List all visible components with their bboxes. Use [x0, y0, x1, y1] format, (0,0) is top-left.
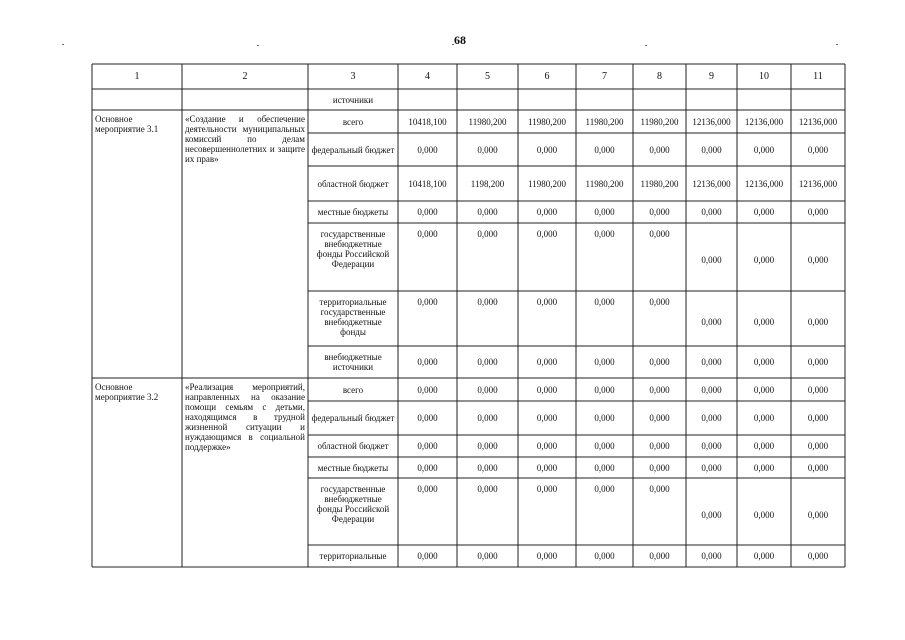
value-cell: 0,000: [417, 413, 438, 423]
value-cell: 0,000: [536, 551, 558, 561]
scan-speck: [836, 44, 838, 45]
value-cell: 0,000: [477, 441, 498, 451]
value-cell: 0,000: [477, 144, 498, 155]
scan-speck: [452, 44, 454, 45]
value-cell: 0,000: [594, 357, 615, 367]
value-cell: 0,000: [753, 357, 775, 367]
value-cell: 11980,200: [528, 116, 566, 127]
value-cell: 11980,200: [468, 116, 507, 127]
value-cell: 12136,000: [744, 116, 784, 127]
value-cell: 0,000: [477, 413, 498, 423]
value-cell: 0,000: [649, 484, 670, 494]
scan-speck: [257, 45, 259, 46]
value-cell: 0,000: [649, 441, 670, 451]
value-cell: 0,000: [701, 144, 722, 155]
value-cell: 0,000: [753, 207, 775, 217]
value-cell: 0,000: [701, 384, 722, 395]
value-cell: 0,000: [417, 462, 438, 473]
value-cell: 12136,000: [798, 116, 838, 127]
value-cell: 0,000: [649, 357, 670, 367]
activity-description: «Создание и обеспечение деятельности муниципальных комиссий по делам несовершеннолетних и защите их прав»: [185, 114, 305, 164]
value-cell: 0,000: [807, 357, 829, 367]
funding-source: всего: [342, 384, 364, 395]
value-cell: 0,000: [701, 551, 722, 561]
value-cell: 0,000: [536, 462, 558, 473]
value-cell: 0,000: [807, 144, 829, 155]
value-cell: 11980,200: [528, 178, 566, 189]
value-cell: 0,000: [594, 484, 615, 494]
funding-source: государственные внебюджетные фонды Российской Федерации: [316, 229, 390, 269]
column-number: 5: [485, 70, 490, 82]
value-cell: 0,000: [417, 384, 438, 395]
value-cell: 0,000: [594, 462, 615, 473]
value-cell: 10418,100: [408, 116, 447, 127]
value-cell: 0,000: [536, 357, 558, 367]
value-cell: 0,000: [477, 207, 498, 217]
column-number: 2: [242, 70, 248, 82]
value-cell: 0,000: [753, 510, 775, 520]
column-number: 1: [134, 70, 140, 82]
activity-name: Основное мероприятие 3.2: [95, 382, 159, 402]
value-cell: 0,000: [477, 229, 498, 239]
funding-source: территориальные государственные внебюджетные фонды: [319, 297, 387, 337]
value-cell: 0,000: [807, 255, 829, 265]
value-cell: 0,000: [701, 317, 722, 327]
column-number: 8: [657, 70, 662, 82]
value-cell: 0,000: [701, 357, 722, 367]
value-cell: 0,000: [701, 207, 722, 217]
value-cell: 11980,200: [640, 116, 679, 127]
value-cell: 0,000: [701, 255, 722, 265]
value-cell: 0,000: [753, 144, 775, 155]
value-cell: 0,000: [701, 441, 722, 451]
value-cell: 0,000: [701, 510, 722, 520]
value-cell: 11980,200: [640, 178, 679, 189]
column-number: 4: [425, 70, 430, 82]
value-cell: 0,000: [649, 207, 670, 217]
scan-speck: [62, 44, 64, 45]
column-number: 9: [709, 70, 714, 82]
value-cell: 0,000: [807, 510, 829, 520]
value-cell: 0,000: [649, 144, 670, 155]
activity-description: «Реализация мероприятий, направленных на оказание помощи семьям с детьми, находящимся в трудной жизненной ситуации и нуждающимся в социальной поддержке»: [185, 382, 305, 452]
value-cell: 11980,200: [585, 178, 624, 189]
funding-source: внебюджетные источники: [324, 352, 382, 372]
funding-source: территориальные: [319, 551, 387, 561]
sources-header: источники: [332, 94, 374, 105]
value-cell: 11980,200: [585, 116, 624, 127]
value-cell: 0,000: [417, 484, 438, 494]
value-cell: 0,000: [417, 297, 438, 307]
value-cell: 0,000: [807, 317, 829, 327]
value-cell: 0,000: [417, 551, 438, 561]
value-cell: 0,000: [594, 384, 615, 395]
value-cell: 0,000: [594, 207, 615, 217]
value-cell: 0,000: [417, 357, 438, 367]
value-cell: 0,000: [417, 144, 438, 155]
value-cell: 0,000: [753, 462, 775, 473]
value-cell: 0,000: [753, 317, 775, 327]
value-cell: 0,000: [753, 551, 775, 561]
value-cell: 0,000: [417, 207, 438, 217]
value-cell: 0,000: [753, 384, 775, 395]
value-cell: 0,000: [807, 462, 829, 473]
value-cell: 12136,000: [744, 178, 784, 189]
value-cell: 0,000: [536, 144, 558, 155]
value-cell: 0,000: [536, 484, 558, 494]
column-number: 7: [602, 70, 607, 82]
page-number: 68: [454, 33, 466, 47]
value-cell: 0,000: [477, 384, 498, 395]
value-cell: 0,000: [477, 357, 498, 367]
value-cell: 0,000: [753, 255, 775, 265]
value-cell: 0,000: [536, 384, 558, 395]
value-cell: 12136,000: [798, 178, 838, 189]
value-cell: 1198,200: [470, 178, 505, 189]
value-cell: 10418,100: [408, 178, 447, 189]
value-cell: 0,000: [536, 229, 558, 239]
value-cell: 0,000: [594, 144, 615, 155]
column-number: 10: [759, 70, 769, 82]
value-cell: 0,000: [807, 413, 829, 423]
column-number: 6: [544, 70, 550, 82]
value-cell: 0,000: [807, 384, 829, 395]
funding-source: местные бюджеты: [317, 462, 389, 473]
value-cell: 0,000: [536, 297, 558, 307]
funding-source: федеральный бюджет: [311, 413, 395, 423]
value-cell: 0,000: [536, 207, 558, 217]
value-cell: 0,000: [807, 207, 829, 217]
funding-source: государственные внебюджетные фонды Российской Федерации: [316, 484, 390, 524]
scan-speck: [645, 45, 647, 46]
value-cell: 0,000: [594, 551, 615, 561]
value-cell: 0,000: [701, 462, 722, 473]
funding-source: всего: [342, 116, 364, 127]
value-cell: 12136,000: [692, 116, 731, 127]
value-cell: 0,000: [594, 441, 615, 451]
value-cell: 0,000: [536, 441, 558, 451]
activity-name: Основное мероприятие 3.1: [95, 114, 159, 134]
value-cell: 0,000: [477, 462, 498, 473]
value-cell: 0,000: [649, 551, 670, 561]
value-cell: 0,000: [649, 297, 670, 307]
value-cell: 0,000: [701, 413, 722, 423]
value-cell: 12136,000: [692, 178, 731, 189]
value-cell: 0,000: [594, 297, 615, 307]
value-cell: 0,000: [417, 441, 438, 451]
value-cell: 0,000: [753, 441, 775, 451]
value-cell: 0,000: [477, 484, 498, 494]
value-cell: 0,000: [477, 297, 498, 307]
value-cell: 0,000: [649, 413, 670, 423]
value-cell: 0,000: [649, 462, 670, 473]
value-cell: 0,000: [753, 413, 775, 423]
funding-source: федеральный бюджет: [311, 144, 395, 155]
funding-source: местные бюджеты: [317, 207, 389, 217]
funding-source: областной бюджет: [317, 178, 389, 189]
column-number: 11: [813, 70, 823, 82]
value-cell: 0,000: [536, 413, 558, 423]
value-cell: 0,000: [477, 551, 498, 561]
value-cell: 0,000: [594, 229, 615, 239]
funding-source: областной бюджет: [317, 441, 389, 451]
value-cell: 0,000: [649, 229, 670, 239]
value-cell: 0,000: [649, 384, 670, 395]
value-cell: 0,000: [594, 413, 615, 423]
value-cell: 0,000: [417, 229, 438, 239]
value-cell: 0,000: [807, 551, 829, 561]
column-number: 3: [350, 70, 356, 82]
value-cell: 0,000: [807, 441, 829, 451]
